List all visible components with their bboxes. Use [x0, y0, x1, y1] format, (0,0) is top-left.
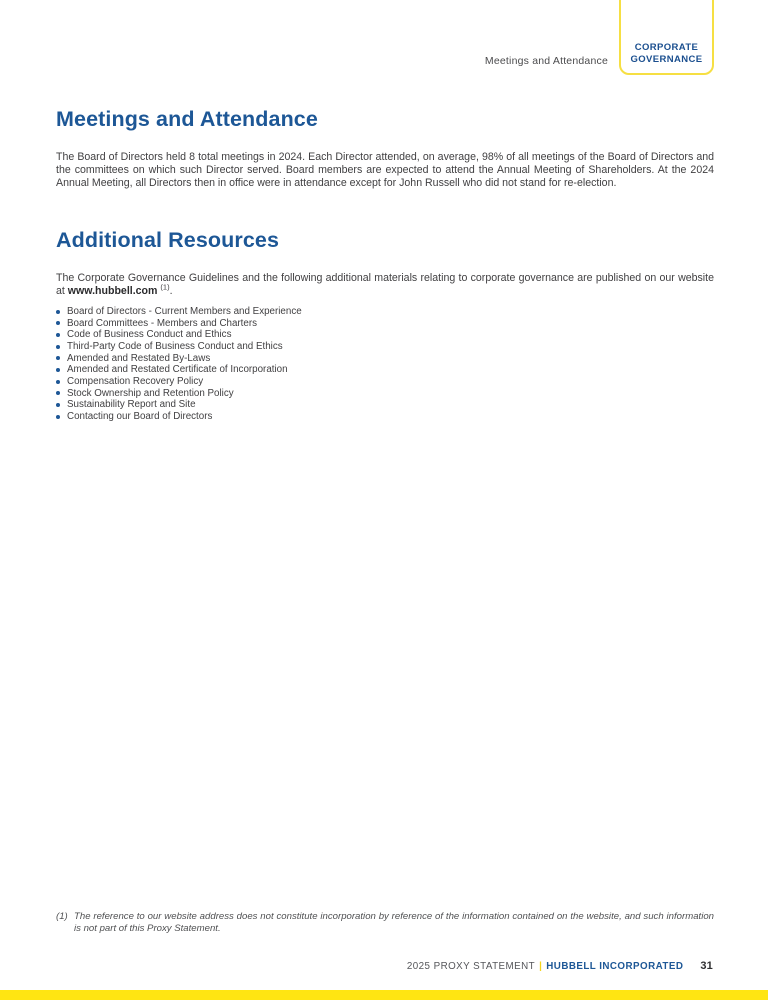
list-item: Amended and Restated By-Laws [56, 353, 696, 365]
list-item: Board of Directors - Current Members and Experience [56, 306, 696, 318]
list-item: Code of Business Conduct and Ethics [56, 329, 696, 341]
list-item: Board Committees - Members and Charters [56, 318, 696, 330]
section-tab-line1: CORPORATE [634, 42, 699, 53]
resources-intro-period: . [169, 285, 173, 298]
list-item: Amended and Restated Certificate of Incorporation [56, 364, 696, 376]
footer-separator: | [539, 961, 543, 972]
footer-proxy-statement-label: 2025 PROXY STATEMENT [406, 961, 536, 972]
page-footer [407, 960, 713, 972]
footnote-text: The reference to our website address does not constitute incorporation by reference of the information contained on the website, and such information is not part of this Proxy Statement. [74, 911, 714, 935]
meetings-body-paragraph: The Board of Directors held 8 total meetings in 2024. Each Director attended, on average, 98% of all meetings of the Board of Directors and the committees on which such Director served. Board members are expected to attend the Annual Meeting of Shareholders. At the 2024 Annual Meeting, all Directors then in office were in attendance except for John Russell who did not stand for re-election. [56, 151, 714, 190]
resources-section-heading: Additional Resources [56, 228, 280, 252]
list-item: Third-Party Code of Business Conduct and Ethics [56, 341, 696, 353]
list-item: Contacting our Board of Directors [56, 411, 696, 423]
meetings-section-heading: Meetings and Attendance [56, 107, 318, 131]
list-item: Stock Ownership and Retention Policy [56, 388, 696, 400]
footnote-1 [56, 911, 714, 936]
footer-company-name: HUBBELL INCORPORATED [546, 961, 684, 972]
section-tab-corporate-governance [619, 0, 714, 75]
section-tab-line2: GOVERNANCE [630, 53, 703, 65]
page-number: 31 [700, 960, 713, 972]
footnote-reference-1: (1) [160, 282, 170, 292]
running-header-section-title: Meetings and Attendance [484, 55, 608, 67]
resources-intro-paragraph [56, 272, 714, 298]
resources-intro-text: The Corporate Governance Guidelines and the following additional materials relating to corporate governance are published on our website at [56, 272, 714, 298]
resources-list [56, 306, 696, 423]
bottom-accent-bar [0, 990, 768, 1000]
list-item: Sustainability Report and Site [56, 399, 696, 411]
list-item: Compensation Recovery Policy [56, 376, 696, 388]
hubbell-website-link[interactable]: www.hubbell.com [67, 285, 158, 298]
footnote-marker: (1) [56, 911, 68, 922]
